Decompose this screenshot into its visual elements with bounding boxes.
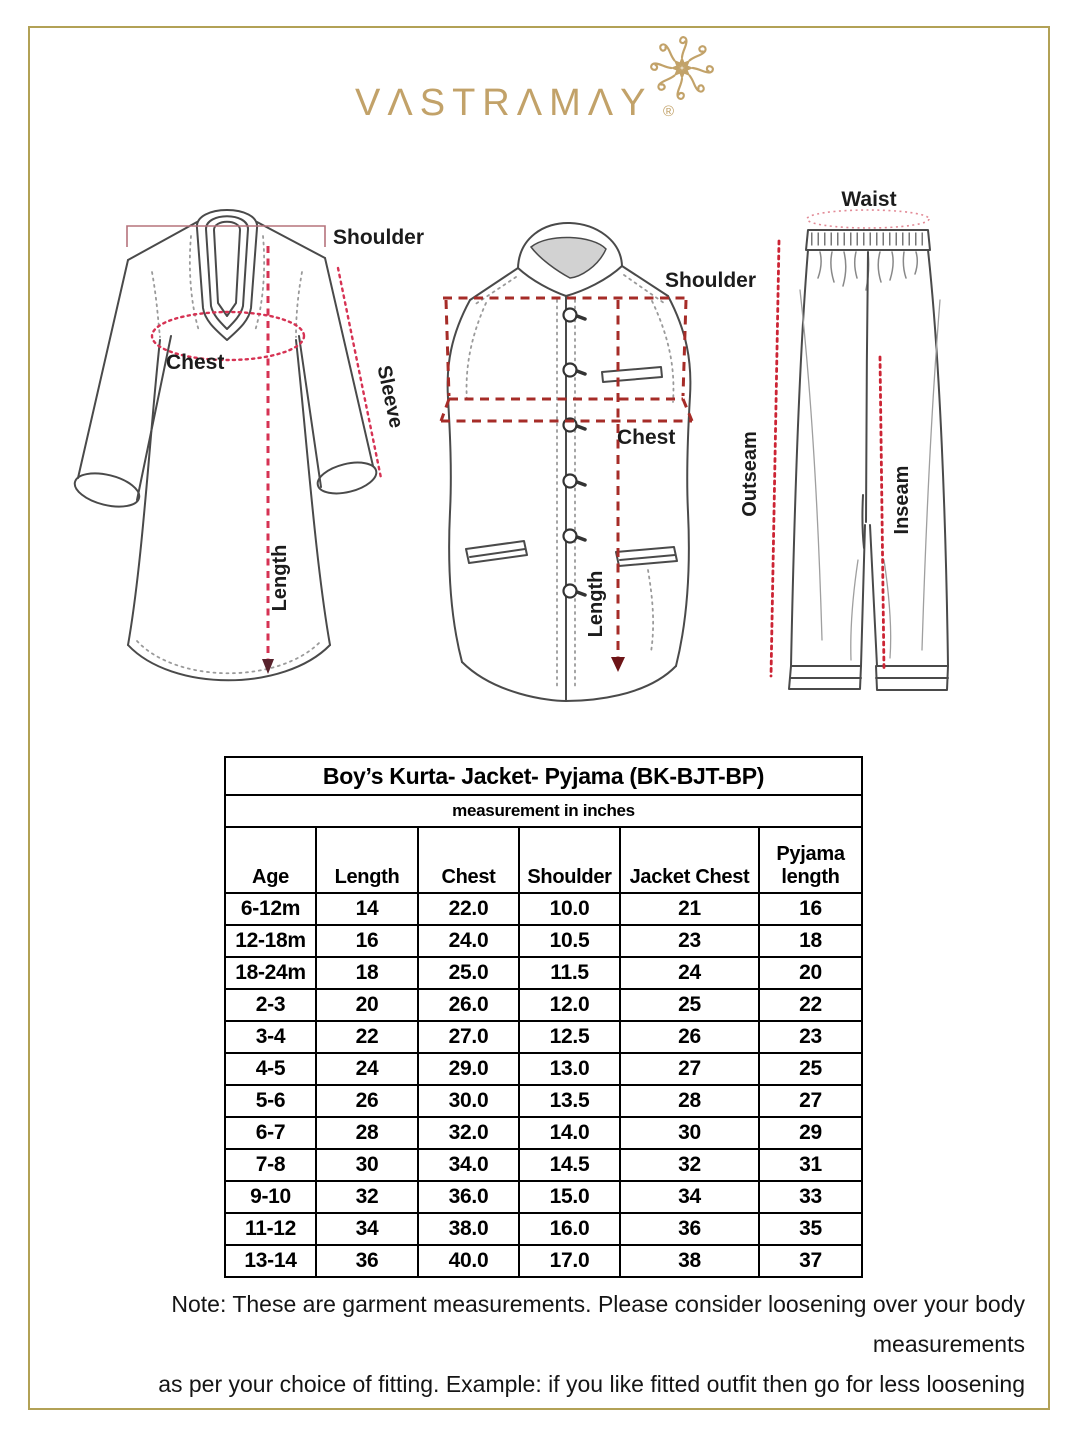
table-cell: 9-10 [225,1181,316,1213]
pyjama-inseam-line [880,357,884,670]
table-cell: 10.0 [519,893,620,925]
table-cell: 26 [316,1085,418,1117]
table-cell: 34 [316,1213,418,1245]
size-table-body [225,893,862,1277]
table-cell: 6-7 [225,1117,316,1149]
column-header: Shoulder [519,827,620,893]
kurta-sleeve-label: Sleeve [372,363,408,431]
pyjama-outseam-label: Outseam [739,431,761,517]
table-cell: 7-8 [225,1149,316,1181]
column-header: Age [225,827,316,893]
table-cell: 22.0 [418,893,519,925]
table-cell: 25 [620,989,759,1021]
table-cell: 30 [620,1117,759,1149]
table-cell: 2-3 [225,989,316,1021]
table-row [225,1117,862,1149]
registered-trademark: ® [663,103,675,120]
table-cell: 20 [759,957,862,989]
table-cell: 12.0 [519,989,620,1021]
table-row [225,1149,862,1181]
size-table-subtitle: measurement in inches [225,795,862,827]
table-cell: 16 [316,925,418,957]
table-row [225,925,862,957]
table-cell: 37 [759,1245,862,1277]
table-cell: 11-12 [225,1213,316,1245]
table-cell: 24 [620,957,759,989]
table-cell: 34.0 [418,1149,519,1181]
table-cell: 27 [759,1085,862,1117]
table-row [225,957,862,989]
kurta-chest-label: Chest [166,351,225,374]
table-cell: 31 [759,1149,862,1181]
table-cell: 36.0 [418,1181,519,1213]
table-cell: 26 [620,1021,759,1053]
table-cell: 28 [620,1085,759,1117]
table-cell: 14.5 [519,1149,620,1181]
table-cell: 29.0 [418,1053,519,1085]
table-row [225,1053,862,1085]
size-table-header-row [225,827,862,893]
table-cell: 16.0 [519,1213,620,1245]
size-table [224,756,863,1278]
table-cell: 16 [759,893,862,925]
table-cell: 23 [759,1021,862,1053]
column-header: Pyjama length [759,827,862,893]
jacket-chest-label: Chest [617,426,676,449]
table-cell: 24.0 [418,925,519,957]
table-cell: 3-4 [225,1021,316,1053]
table-row [225,1245,862,1277]
table-cell: 40.0 [418,1245,519,1277]
table-cell: 28 [316,1117,418,1149]
table-cell: 5-6 [225,1085,316,1117]
column-header: Chest [418,827,519,893]
note-line-2: as per your choice of fitting. Example: if you like fitted outfit then go for less loosening [158,1371,1025,1397]
table-cell: 30.0 [418,1085,519,1117]
table-cell: 13-14 [225,1245,316,1277]
table-row [225,1213,862,1245]
column-header: Length [316,827,418,893]
table-row [225,1021,862,1053]
jacket-length-label: Length [585,570,607,638]
table-cell: 38 [620,1245,759,1277]
table-cell: 13.5 [519,1085,620,1117]
table-cell: 38.0 [418,1213,519,1245]
table-cell: 10.5 [519,925,620,957]
table-cell: 27 [620,1053,759,1085]
table-cell: 25.0 [418,957,519,989]
table-cell: 35 [759,1213,862,1245]
table-cell: 30 [316,1149,418,1181]
table-cell: 26.0 [418,989,519,1021]
table-cell: 32 [316,1181,418,1213]
table-cell: 4-5 [225,1053,316,1085]
table-cell: 20 [316,989,418,1021]
table-row [225,1085,862,1117]
table-cell: 12.5 [519,1021,620,1053]
jacket-shoulder-label: Shoulder [665,269,757,292]
table-cell: 11.5 [519,957,620,989]
table-cell: 29 [759,1117,862,1149]
size-table-title: Boy’s Kurta- Jacket- Pyjama (BK-BJT-BP) [225,757,862,795]
table-cell: 34 [620,1181,759,1213]
pyjama-waist-line [807,210,929,228]
table-cell: 18-24m [225,957,316,989]
table-cell: 13.0 [519,1053,620,1085]
table-cell: 25 [759,1053,862,1085]
table-cell: 18 [759,925,862,957]
table-cell: 6-12m [225,893,316,925]
table-cell: 12-18m [225,925,316,957]
table-cell: 36 [620,1213,759,1245]
table-cell: 24 [316,1053,418,1085]
table-cell: 15.0 [519,1181,620,1213]
table-cell: 22 [316,1021,418,1053]
table-cell: 14.0 [519,1117,620,1149]
column-header: Jacket Chest [620,827,759,893]
table-cell: 36 [316,1245,418,1277]
table-cell: 27.0 [418,1021,519,1053]
kurta-shoulder-label: Shoulder [333,226,425,249]
table-cell: 21 [620,893,759,925]
kurta-diagram [71,210,424,680]
pyjama-waist-label: Waist [841,188,897,211]
brand-logo-text: VΛSTRΛMΛY [355,82,653,124]
note [55,1284,1025,1404]
table-cell: 14 [316,893,418,925]
pyjama-inseam-label: Inseam [891,465,913,535]
pyjama-diagram [739,188,948,690]
table-row [225,893,862,925]
table-cell: 32 [620,1149,759,1181]
table-cell: 22 [759,989,862,1021]
table-cell: 32.0 [418,1117,519,1149]
table-cell: 18 [316,957,418,989]
pyjama-outseam-line [771,241,779,676]
jacket-diagram [441,223,756,701]
note-line-1: Note: These are garment measurements. Please consider loosening over your body measurements [171,1291,1025,1357]
table-row [225,1181,862,1213]
table-cell: 33 [759,1181,862,1213]
table-cell: 17.0 [519,1245,620,1277]
kurta-length-label: Length [269,544,291,612]
table-cell: 23 [620,925,759,957]
table-row [225,989,862,1021]
